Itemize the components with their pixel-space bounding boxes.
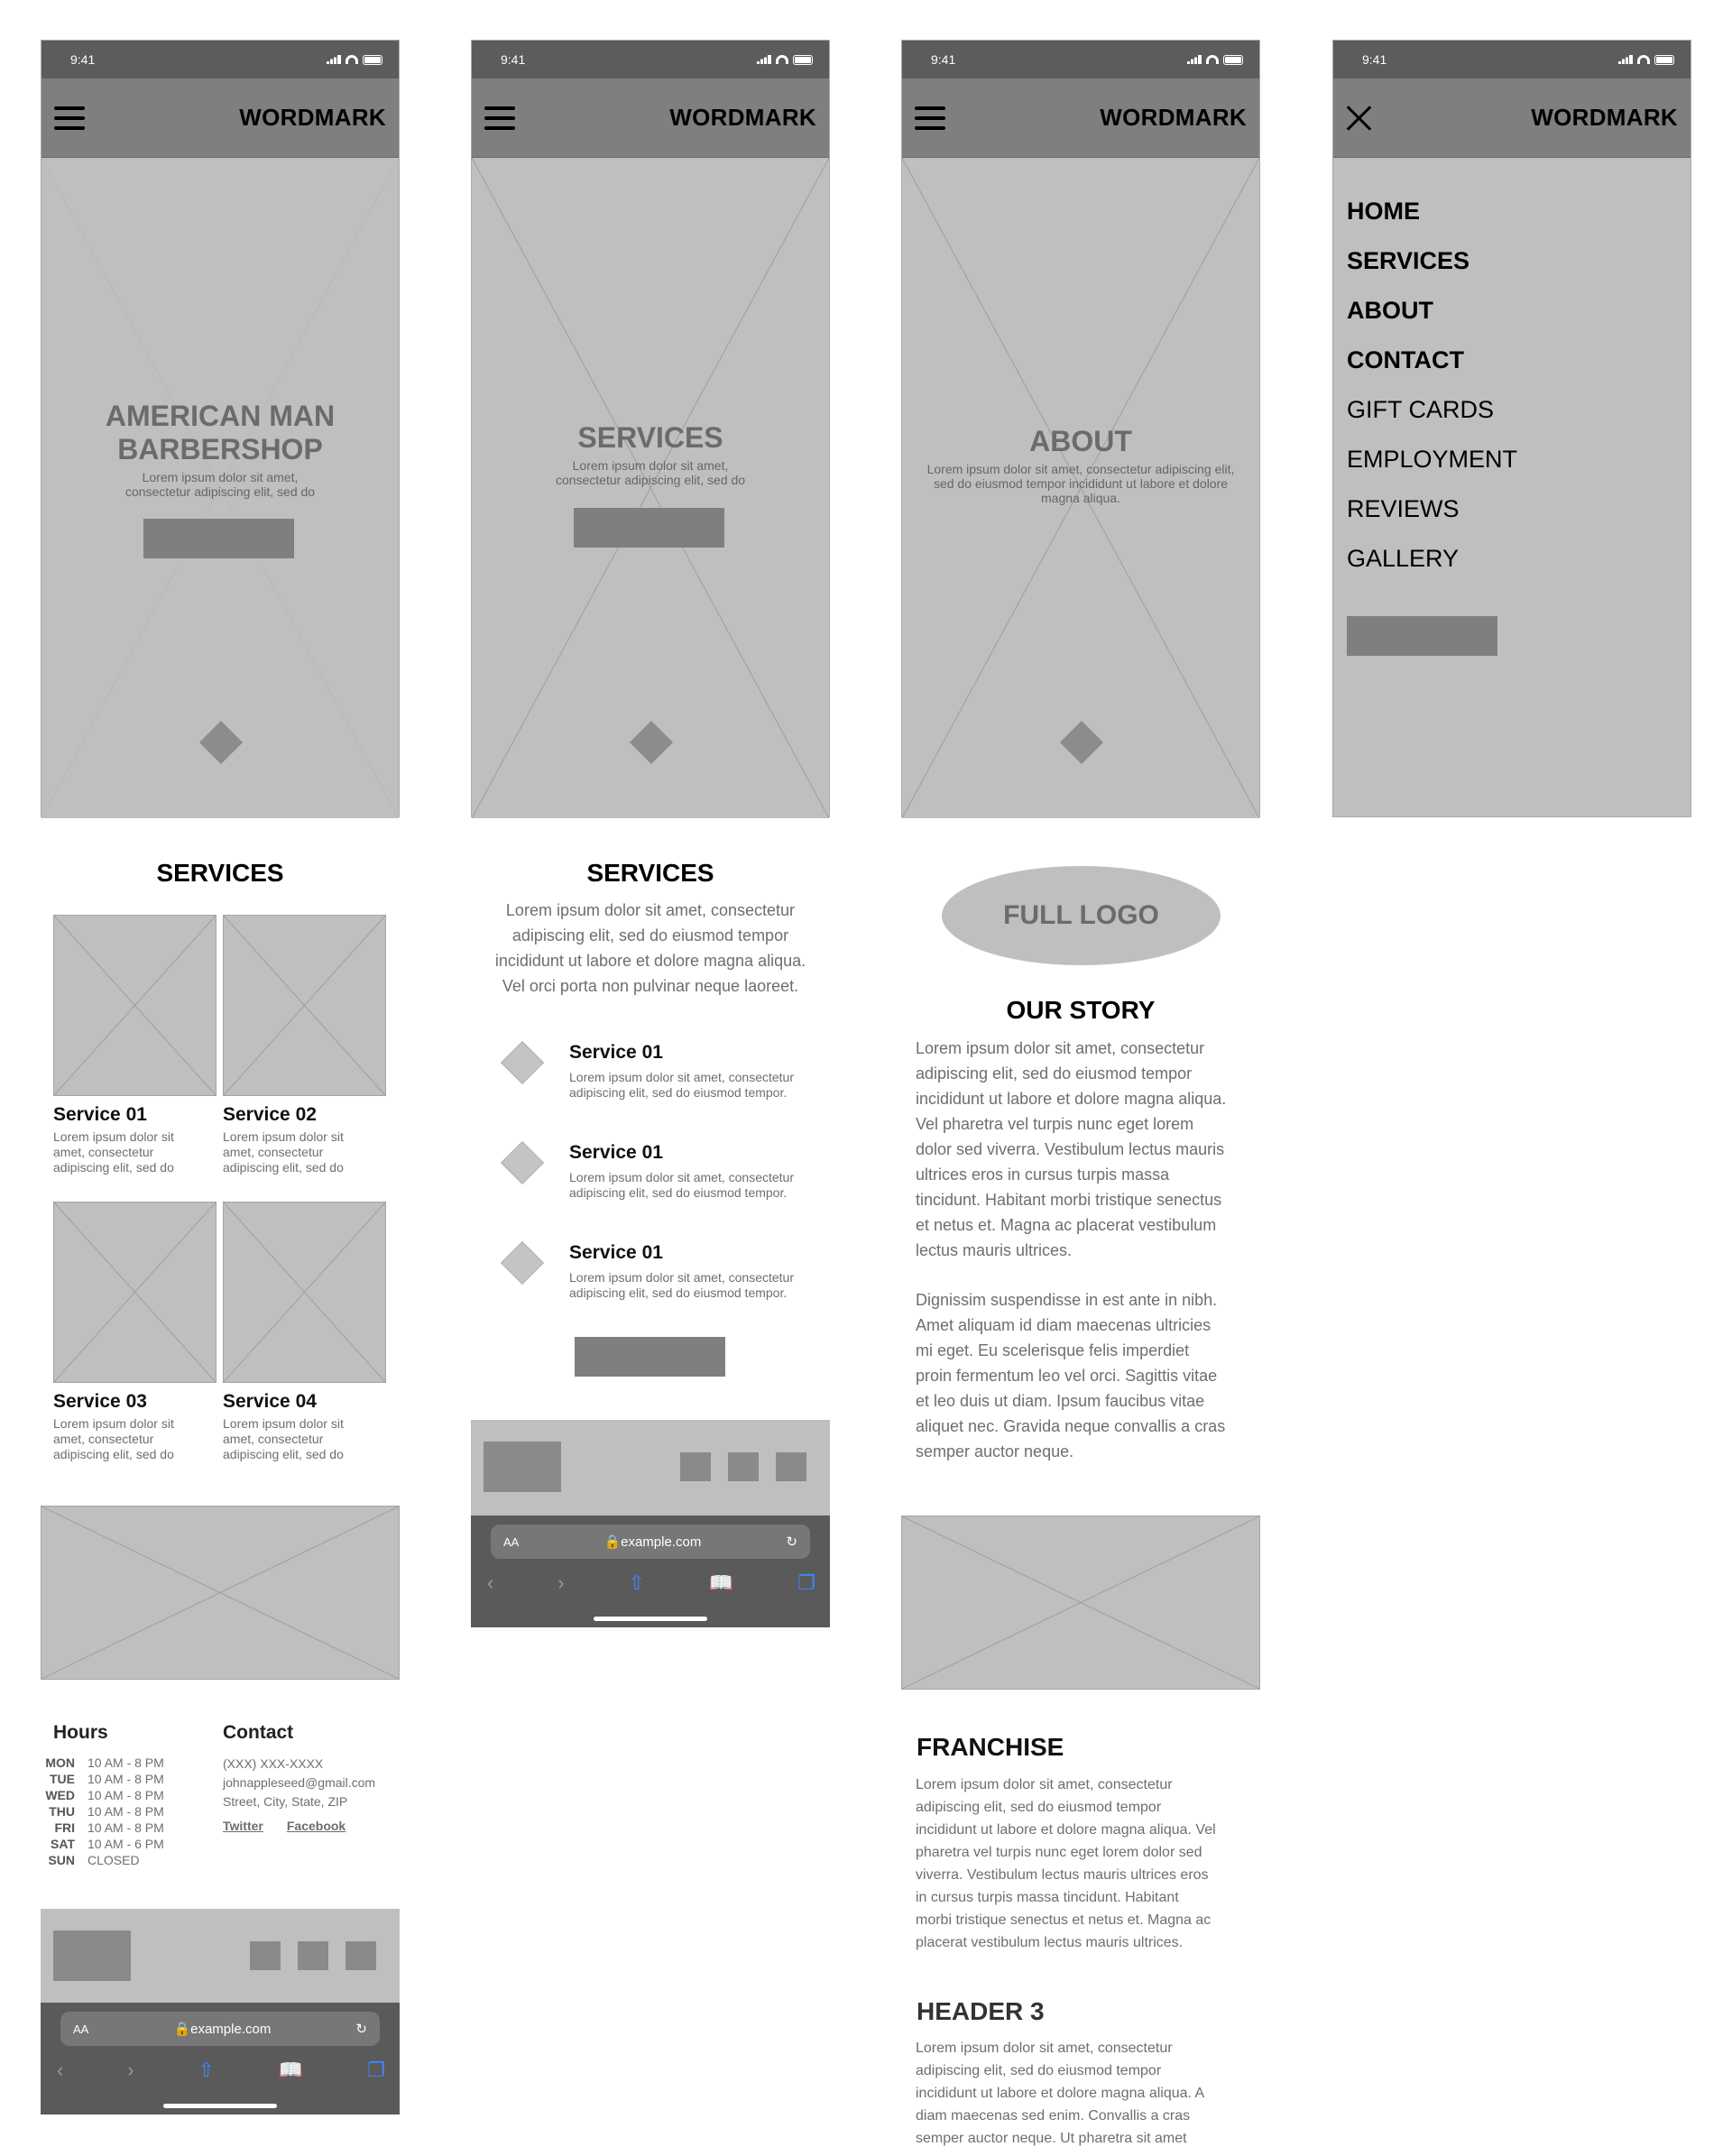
about-image-placeholder: [901, 1516, 1260, 1690]
status-icons: [1618, 55, 1674, 65]
status-icons: [757, 55, 813, 65]
wordmark[interactable]: WORDMARK: [239, 104, 386, 131]
forward-icon[interactable]: ›: [127, 2059, 134, 2081]
status-time: 9:41: [1362, 52, 1387, 67]
forward-icon[interactable]: ›: [557, 1571, 565, 1594]
menu-item-gift-cards[interactable]: GIFT CARDS: [1347, 396, 1495, 423]
hero-title: ABOUT: [1029, 425, 1132, 457]
our-story-paragraph: Lorem ipsum dolor sit amet, consectetur adipiscing elit, sed do eiusmod tempor incididunt ut labore et dolore magna aliqua. Vel pharetra vel turpis nunc eget lorem dolor sed viverra. Vestibulum lectus mauris ultrices eros in cursus turpis massa tincidunt. Habitant morbi tristique senectus et netus et. Magna ac placerat vestibulum lectus mauris ultrices.: [916, 1039, 1227, 1259]
hours-row: SAT 10 AM - 6 PM: [51, 1837, 164, 1851]
lock-icon: 🔒: [173, 2022, 191, 2037]
service-card-text: Lorem ipsum dolor sit amet, consectetur adipiscing elit, sed do: [223, 1416, 344, 1461]
hours-row: WED 10 AM - 8 PM: [45, 1788, 164, 1802]
service-image: [223, 1202, 386, 1383]
browser-chrome: [41, 2003, 400, 2115]
footer-bar: [41, 1909, 400, 2003]
status-bar: [902, 41, 1259, 78]
service-diamond-icon: [501, 1041, 544, 1084]
service-item-text: Lorem ipsum dolor sit amet, consectetur adipiscing elit, sed do eiusmod tempor.: [569, 1070, 794, 1100]
twitter-link[interactable]: Twitter: [223, 1819, 263, 1833]
contact-phone[interactable]: (XXX) XXX-XXXX: [223, 1756, 324, 1771]
wifi-icon: [1206, 55, 1219, 64]
service-diamond-icon: [501, 1141, 544, 1184]
hamburger-menu-icon[interactable]: [915, 106, 945, 130]
header3-text: Lorem ipsum dolor sit amet, consectetur adipiscing elit, sed do eiusmod tempor incididunt ut labore et dolore magna aliqua. A diam maecenas sed enim. Convallis a cras semper auctor neque. Ut pharetra sit amet: [916, 2041, 1205, 2146]
menu-item-home[interactable]: HOME: [1347, 198, 1420, 225]
hours-row: SUN CLOSED: [48, 1853, 140, 1867]
service-image: [53, 1202, 216, 1383]
hamburger-menu-icon[interactable]: [484, 106, 515, 130]
home-indicator: [163, 2104, 277, 2108]
contact-address: Street, City, State, ZIP: [223, 1794, 348, 1809]
nav-bar: [41, 78, 399, 158]
wifi-icon: [1637, 55, 1650, 64]
tabs-icon[interactable]: ❐: [367, 2059, 385, 2081]
url-bar[interactable]: [60, 2012, 380, 2046]
service-card-title[interactable]: Service 02: [223, 1104, 317, 1125]
service-card-text: Lorem ipsum dolor sit amet, consectetur adipiscing elit, sed do: [53, 1416, 174, 1461]
contact-email[interactable]: johnappleseed@gmail.com: [223, 1775, 376, 1790]
social-icon[interactable]: [680, 1452, 711, 1481]
our-story-title: OUR STORY: [1006, 996, 1156, 1024]
status-time: 9:41: [931, 52, 956, 67]
browser-chrome: [471, 1516, 830, 1627]
hours-row: FRI 10 AM - 8 PM: [54, 1820, 164, 1835]
hero-cta-button[interactable]: [143, 519, 294, 558]
hero-cta-button[interactable]: [574, 508, 724, 548]
signal-icon: [1187, 55, 1202, 64]
footer-logo[interactable]: [484, 1442, 561, 1492]
share-icon[interactable]: ⇧: [628, 1571, 645, 1594]
social-icon[interactable]: [250, 1941, 281, 1970]
social-icon[interactable]: [728, 1452, 759, 1481]
menu-item-about[interactable]: ABOUT: [1347, 297, 1433, 324]
franchise-text: Lorem ipsum dolor sit amet, consectetur adipiscing elit, sed do eiusmod tempor incididunt ut labore et dolore magna aliqua. Vel pharetra vel turpis nunc eget lorem dolor sed viverra. Vestibulum lectus mauris ultrices eros in cursus turpis massa tincidunt. Habitant morbi tristique senectus et netus et. Magna ac placerat vestibulum lectus mauris ultrices.: [916, 1777, 1216, 1950]
footer-logo[interactable]: [53, 1930, 131, 1981]
back-icon[interactable]: ‹: [57, 2059, 64, 2081]
image-placeholder-icon: [472, 158, 829, 818]
services-cta-button[interactable]: [575, 1337, 725, 1377]
home-indicator: [594, 1617, 707, 1621]
bookmarks-icon[interactable]: 📖: [278, 2059, 304, 2081]
wifi-icon: [776, 55, 788, 64]
wordmark[interactable]: WORDMARK: [669, 104, 816, 131]
phone-services: [471, 40, 830, 817]
menu-item-gallery[interactable]: GALLERY: [1347, 545, 1460, 572]
service-item-title[interactable]: Service 01: [569, 1242, 663, 1263]
social-icon[interactable]: [776, 1452, 806, 1481]
back-icon[interactable]: ‹: [487, 1571, 494, 1594]
nav-bar: [472, 78, 829, 158]
wordmark[interactable]: WORDMARK: [1100, 104, 1247, 131]
our-story-paragraph: Dignissim suspendisse in est ante in nibh. Amet aliquam id diam maecenas ultricies mi eget. Eu scelerisque felis imperdiet proin fermentum leo vel orci. Sagittis vitae et leo duis ut diam. Ipsum faucibus vitae aliquet nec. Gravida neque convallis a cras semper auctor neque.: [916, 1291, 1226, 1460]
service-item-title[interactable]: Service 01: [569, 1142, 663, 1163]
menu-panel: [1333, 158, 1691, 818]
full-logo-text: FULL LOGO: [1003, 900, 1159, 930]
battery-icon: [793, 55, 813, 65]
hamburger-menu-icon[interactable]: [54, 106, 85, 130]
url-text[interactable]: 🔒example.com: [173, 2022, 272, 2037]
phone-about: [901, 40, 1260, 817]
close-icon[interactable]: [1346, 105, 1373, 132]
menu-item-employment[interactable]: EMPLOYMENT: [1347, 446, 1518, 473]
share-icon[interactable]: ⇧: [198, 2059, 215, 2081]
service-card-text: Lorem ipsum dolor sit amet, consectetur adipiscing elit, sed do: [223, 1129, 344, 1175]
services-intro: Lorem ipsum dolor sit amet, consectetur adipiscing elit, sed do eiusmod tempor incididunt ut labore et dolore magna aliqua. Vel orci porta non pulvinar neque laoreet.: [494, 901, 806, 995]
header3-title: HEADER 3: [917, 1997, 1045, 2025]
service-image: [223, 915, 386, 1096]
hero-image: [472, 158, 829, 818]
reload-icon[interactable]: ↻: [355, 2022, 367, 2037]
service-image: [53, 915, 216, 1096]
services-title: SERVICES: [156, 859, 284, 887]
contact-block: [223, 1755, 375, 1836]
service-card-text: Lorem ipsum dolor sit amet, consectetur adipiscing elit, sed do: [53, 1129, 174, 1175]
service-item-text: Lorem ipsum dolor sit amet, consectetur adipiscing elit, sed do eiusmod tempor.: [569, 1270, 794, 1300]
bookmarks-icon[interactable]: 📖: [708, 1571, 734, 1594]
status-bar: [41, 41, 399, 78]
hero-title: AMERICAN MAN BARBERSHOP: [105, 400, 336, 465]
signal-icon: [1618, 55, 1633, 64]
hours-row: MON 10 AM - 8 PM: [45, 1755, 164, 1770]
text-size-button[interactable]: AA: [503, 1534, 520, 1549]
hero-subtitle: Lorem ipsum dolor sit amet, consectetur adipiscing elit, sed do: [555, 458, 746, 487]
contact-title: Contact: [223, 1722, 294, 1743]
footer-bar: [471, 1420, 830, 1516]
browser-toolbar: [487, 1571, 815, 1595]
service-card-title[interactable]: Service 03: [53, 1391, 147, 1412]
wide-image-placeholder: [41, 1506, 400, 1680]
social-icon[interactable]: [298, 1941, 328, 1970]
battery-icon: [1223, 55, 1243, 65]
social-icon[interactable]: [345, 1941, 376, 1970]
service-card-title[interactable]: Service 01: [53, 1104, 147, 1125]
url-bar[interactable]: [491, 1525, 810, 1559]
service-item-title[interactable]: Service 01: [569, 1042, 663, 1063]
nav-bar: [1333, 78, 1691, 158]
wifi-icon: [345, 55, 358, 64]
browser-toolbar: [57, 2059, 385, 2082]
hero-image: [41, 158, 399, 818]
hero-subtitle: Lorem ipsum dolor sit amet, consectetur adipiscing elit, sed do: [124, 470, 316, 499]
menu-item-reviews[interactable]: REVIEWS: [1347, 495, 1460, 522]
status-icons: [1187, 55, 1243, 65]
services-title: SERVICES: [586, 859, 714, 887]
hours-title: Hours: [53, 1722, 108, 1743]
hero-subtitle: Lorem ipsum dolor sit amet, consectetur adipiscing elit, sed do eiusmod tempor incididunt ut labore et dolore magna aliqua.: [926, 462, 1235, 505]
hours-table: [41, 1755, 164, 1868]
menu-item-services[interactable]: SERVICES: [1347, 247, 1470, 274]
text-size-button[interactable]: AA: [73, 2022, 89, 2036]
battery-icon: [363, 55, 382, 65]
url-text[interactable]: 🔒example.com: [603, 1534, 702, 1550]
reload-icon[interactable]: ↻: [786, 1534, 797, 1550]
service-diamond-icon: [501, 1241, 544, 1285]
facebook-link[interactable]: Facebook: [286, 1819, 346, 1833]
battery-icon: [1654, 55, 1674, 65]
status-bar: [1333, 41, 1691, 78]
franchise-title: FRANCHISE: [917, 1733, 1064, 1761]
status-bar: [472, 41, 829, 78]
service-card-title[interactable]: Service 04: [223, 1391, 317, 1412]
hero-title: SERVICES: [577, 421, 723, 454]
signal-icon: [757, 55, 771, 64]
hero-image: [902, 158, 1259, 818]
tabs-icon[interactable]: ❐: [797, 1571, 815, 1594]
lock-icon: 🔒: [603, 1534, 622, 1550]
status-icons: [327, 55, 382, 65]
phone-home: [41, 40, 400, 817]
nav-bar: [902, 78, 1259, 158]
phone-menu-open: [1332, 40, 1691, 817]
status-time: 9:41: [70, 52, 96, 67]
signal-icon: [327, 55, 341, 64]
service-item-text: Lorem ipsum dolor sit amet, consectetur adipiscing elit, sed do eiusmod tempor.: [569, 1170, 794, 1200]
hours-row: THU 10 AM - 8 PM: [49, 1804, 164, 1819]
hours-row: TUE 10 AM - 8 PM: [50, 1772, 164, 1786]
full-logo[interactable]: [942, 866, 1221, 965]
status-time: 9:41: [501, 52, 526, 67]
menu-cta-button[interactable]: [1347, 616, 1497, 656]
wordmark[interactable]: WORDMARK: [1531, 104, 1678, 131]
menu-item-contact[interactable]: CONTACT: [1347, 346, 1464, 373]
